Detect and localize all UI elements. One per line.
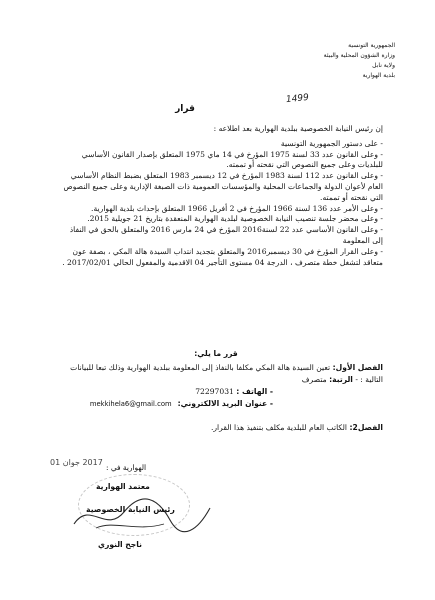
letterhead xyxy=(324,42,395,80)
intro-line: إن رئيس النيابة الخصوصية ببلدية الهوارية بعد اطلاعه : xyxy=(213,124,383,133)
article-1-label: الفصل الأول: xyxy=(332,363,383,372)
signatory-name: ناجح النوري xyxy=(98,540,142,549)
consideration-item: - وعلى القانون الأساسي عدد 22 لسنة2016 المؤرخ في 24 مارس 2016 والمتعلق بالحق في النفاذ إلى المعلومة xyxy=(69,225,383,245)
consideration-item: - على دستور الجمهورية التونسية xyxy=(280,138,383,148)
consideration-item: - وعلى القانون عدد 112 لسنة 1983 المؤرخ في 12 ديسمبر 1983 المتعلق بضبط النظام الأساسي العام لأعوان الدولة والجماعات المحلية والمؤسسات العمومية ذات الصبغة الإدارية وعلى جميع النصوص التي نقحته أو تممته. xyxy=(63,171,383,202)
consideration-item: - وعلى القرار المؤرخ في 30 ديسمبر2016 والمتعلق بتجديد انتداب السيدة هالة المكي ، بصفة عون متعاقد لتشغل خطة متصرف ، الدرجة 04 مستوى التأجير 04 الاقدمية والمفعول الحالي 2017/02/01 . xyxy=(62,246,383,267)
consideration-item: - وعلى الأمر عدد 136 لسنة 1966 المؤرخ في 2 أفريل 1966 المتعلق بإحداث بلدية الهوارية. xyxy=(91,203,383,213)
article-2 xyxy=(61,422,383,433)
rank-value: متصرف xyxy=(301,375,327,384)
letterhead-ministry: وزارة الشؤون المحلية والبيئة xyxy=(323,52,395,59)
handwritten-reference-number: 1499 xyxy=(285,92,310,106)
letterhead-republic: الجمهورية التونسية xyxy=(348,42,395,49)
document-body xyxy=(58,124,383,268)
consideration-item: - وعلى القانون عدد 33 لسنة 1975 المؤرخ في 14 ماي 1975 المتعلق بإصدار القانون الأساسي للبلديات وعلى جميع النصوص التي نقحته أو تممته. xyxy=(81,149,383,170)
article-1 xyxy=(61,362,383,410)
article-2-label: الفصل2: xyxy=(349,423,383,432)
letterhead-municipality: بلدية الهوارية xyxy=(362,72,395,79)
rank-label: الرتبة: xyxy=(329,375,353,384)
email-label: - عنوان البريد الالكتروني: xyxy=(177,399,273,408)
place-date-label: الهوارية في : xyxy=(106,463,147,472)
signatory-title-1: معتمد الهوارية xyxy=(96,482,150,491)
article-2-text: الكاتب العام للبلدية مكلف بتنفيذ هذا القرار. xyxy=(210,423,348,432)
signatory-title-2: رئيس النيابة الخصوصية xyxy=(86,505,175,514)
email-value: mekkihela6@gmail.com xyxy=(89,400,172,408)
letterhead-governorate: ولاية نابل xyxy=(372,62,395,69)
article-1-text: تعين السيدة هالة المكي مكلفا بالنفاذ إلى المعلومة ببلدية الهوارية وذلك تبعا للبيانات التالية : - xyxy=(70,363,383,384)
handwritten-signature xyxy=(66,490,216,540)
document-title: قرار xyxy=(175,104,195,114)
phone-value: 72297031 xyxy=(195,387,234,396)
consideration-item: - وعلى محضر جلسة تنصيب النيابة الخصوصية لبلدية الهوارية المنعقدة بتاريخ 21 جويلية 2015. xyxy=(87,214,383,224)
phone-label: - الهاتف : xyxy=(236,387,273,396)
decides-heading: قرر ما يلي: xyxy=(194,349,238,358)
handwritten-date: 2017 جوان 01 xyxy=(50,458,103,467)
